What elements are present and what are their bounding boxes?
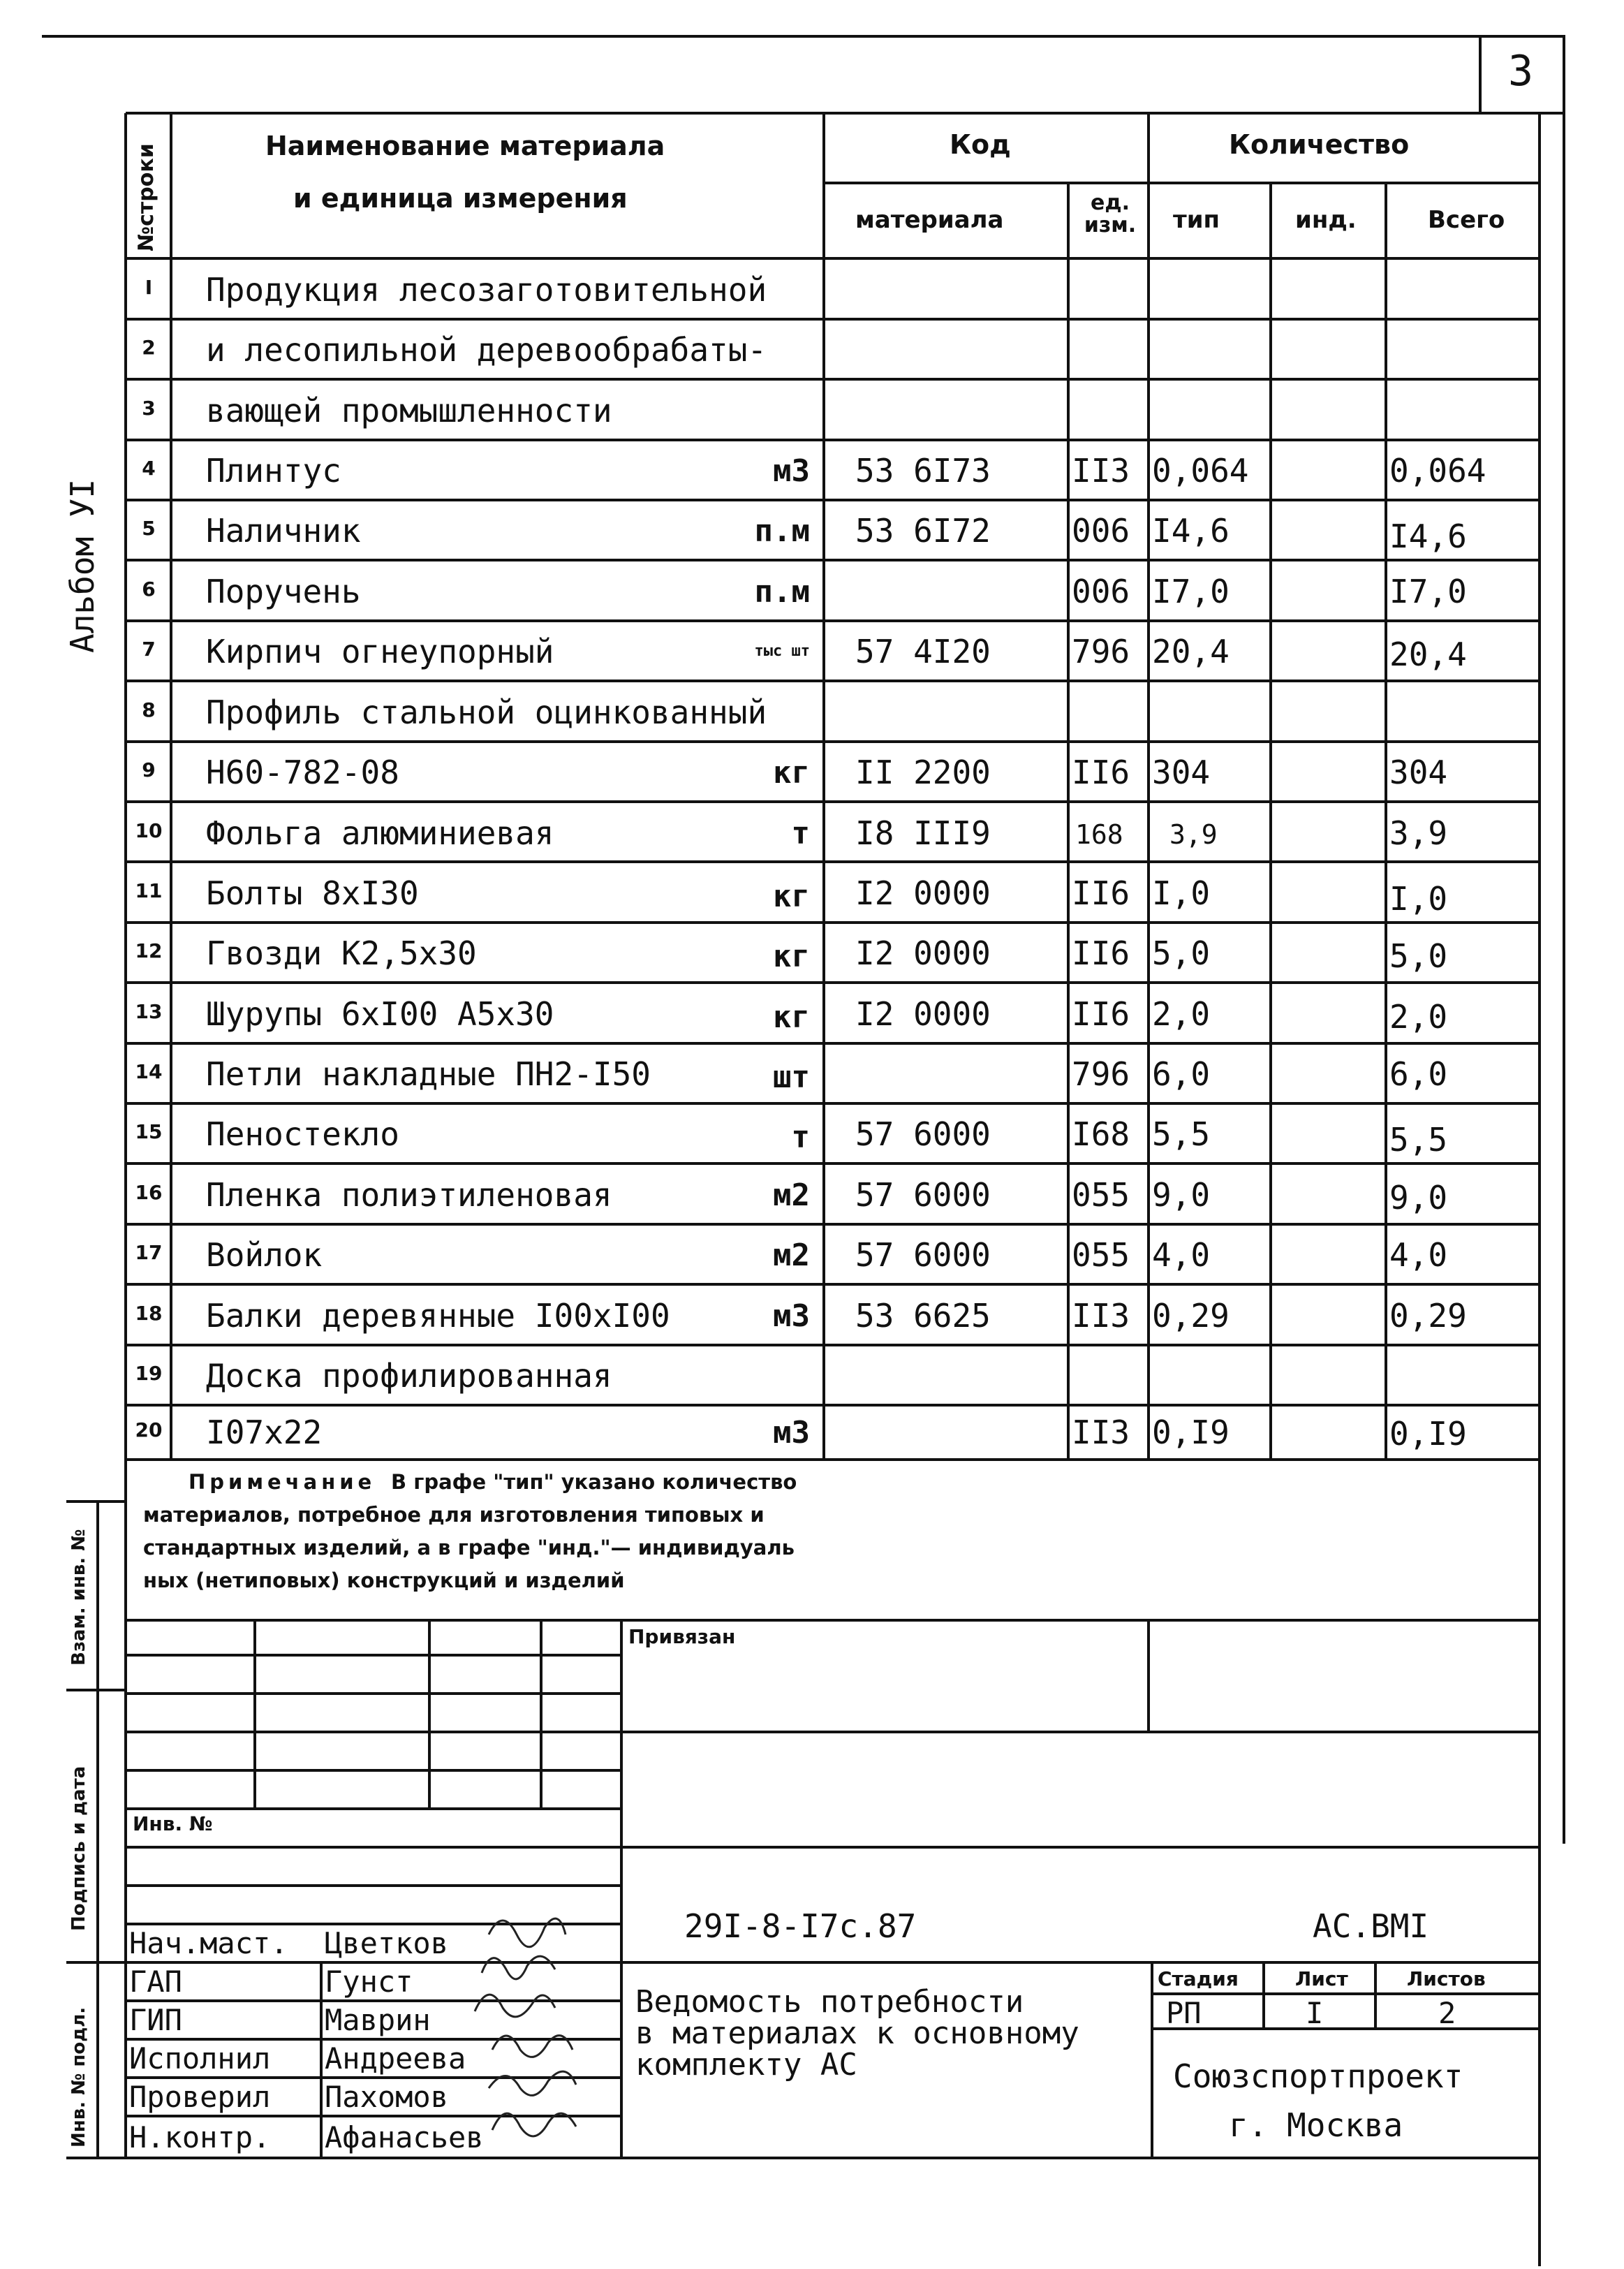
row-name: Гвозди К2,5x30 (206, 934, 477, 972)
row-eu: I68 (1072, 1115, 1130, 1153)
row-number: 7 (142, 638, 156, 661)
row-unit: т (791, 816, 810, 851)
signer-role: ГАП (129, 1965, 182, 1999)
row-total: 0,064 (1389, 452, 1486, 490)
title-line1: Ведомость потребности (635, 1984, 1024, 2020)
row-name: Балки деревянные I00xI00 (206, 1297, 670, 1335)
row-unit: тыс шт (754, 642, 810, 660)
row-unit: т (791, 1119, 810, 1155)
signer-name: Пахомов (325, 2080, 449, 2114)
row-number: 8 (142, 698, 156, 721)
row-code: 53 6I72 (855, 512, 991, 550)
row-number: 12 (135, 939, 163, 962)
signer-name: Андреева (325, 2041, 466, 2076)
row-tip: I7,0 (1152, 573, 1230, 610)
row-name: Наличник (206, 512, 361, 550)
row-name: Болты 8xI30 (206, 874, 419, 912)
organization-city: г. Москва (1229, 2106, 1403, 2144)
row-number: 17 (135, 1241, 163, 1264)
header-qty-total: Всего (1428, 206, 1505, 234)
row-eu: II3 (1072, 1297, 1130, 1335)
row-tip: I,0 (1152, 874, 1211, 912)
row-tip: 4,0 (1152, 1236, 1211, 1274)
inv-no-label: Инв. № (133, 1812, 213, 1835)
row-code: 57 4I20 (855, 633, 991, 670)
header-name-line2: и единица измерения (293, 183, 628, 214)
row-number: 15 (135, 1120, 163, 1143)
row-eu: II6 (1072, 874, 1130, 912)
row-unit: кг (773, 879, 810, 914)
row-name: Плинтус (206, 452, 341, 490)
row-unit: п.м (754, 574, 810, 610)
row-eu: II3 (1072, 1413, 1130, 1451)
row-tip: 2,0 (1152, 995, 1211, 1033)
row-unit: м3 (773, 453, 810, 489)
row-code: 57 6000 (855, 1115, 991, 1153)
row-number: 5 (142, 517, 156, 540)
signer-role: Н.контр. (129, 2120, 271, 2154)
row-code: II 2200 (855, 754, 991, 791)
row-name: Фольга алюминиевая (206, 814, 554, 852)
privyazan-label: Привязан (628, 1625, 736, 1648)
row-name: Н60-782-08 (206, 754, 399, 791)
row-tip: I4,6 (1152, 512, 1230, 550)
row-eu: 796 (1072, 1055, 1130, 1093)
title-line3: комплекту АС (635, 2047, 857, 2083)
row-total: 6,0 (1389, 1055, 1448, 1093)
row-total: I4,6 (1389, 517, 1467, 555)
row-tip: 6,0 (1152, 1055, 1211, 1093)
row-tip: 5,0 (1152, 934, 1211, 972)
row-number: 10 (135, 819, 163, 842)
sheets-label: Листов (1407, 1967, 1486, 1990)
note-line4: ных (нетиповых) конструкций и изделий (143, 1569, 625, 1592)
row-number: 19 (135, 1362, 163, 1385)
row-name: Войлок (206, 1236, 323, 1274)
row-tip: 3,9 (1169, 819, 1218, 850)
row-eu: II6 (1072, 934, 1130, 972)
row-total: 5,0 (1389, 937, 1448, 975)
row-name: I07x22 (206, 1413, 323, 1451)
sign-date-label: Подпись и дата (68, 1765, 89, 1931)
row-unit: м3 (773, 1415, 810, 1451)
album-label: Альбом УI (64, 478, 101, 653)
row-unit: кг (773, 755, 810, 791)
header-code-unit: ед. изм. (1084, 191, 1137, 237)
row-number: 18 (135, 1302, 163, 1325)
row-code: I2 0000 (855, 874, 991, 912)
row-code: 53 6625 (855, 1297, 991, 1335)
signer-role: Нач.маст. (129, 1926, 288, 1960)
sheets-value: 2 (1438, 1996, 1456, 2030)
row-total: 0,I9 (1389, 1415, 1467, 1453)
row-name: Кирпич огнеупорный (206, 633, 554, 670)
row-code: 53 6I73 (855, 452, 991, 490)
row-code: I8 III9 (855, 814, 991, 852)
row-eu: 796 (1072, 633, 1130, 670)
row-name: Пеностекло (206, 1115, 399, 1153)
note-line3: стандартных изделий, а в графе "инд."— индивидуаль (143, 1536, 795, 1559)
note-line2: материалов, потребное для изготовления типовых и (143, 1503, 765, 1527)
signer-name: Цветков (325, 1926, 449, 1960)
row-name: Пленка полиэтиленовая (206, 1176, 612, 1214)
header-code: Код (950, 129, 1011, 160)
row-unit: шт (773, 1059, 810, 1095)
row-number: 6 (142, 578, 156, 601)
row-total: I,0 (1389, 880, 1448, 918)
row-name: Продукция лесозаготовительной (206, 271, 767, 309)
row-tip: 0,064 (1152, 452, 1249, 490)
row-code: I2 0000 (855, 995, 991, 1033)
row-eu: II6 (1072, 995, 1130, 1033)
row-name: Шурупы 6xI00 А5x30 (206, 995, 554, 1033)
row-name: вающей промышленности (206, 392, 612, 429)
row-code: I2 0000 (855, 934, 991, 972)
signer-name: Маврин (325, 2003, 431, 2037)
signer-role: Исполнил (129, 2041, 271, 2076)
row-name: Поручень (206, 573, 361, 610)
row-unit: м3 (773, 1298, 810, 1334)
row-number: 14 (135, 1060, 163, 1083)
row-number: 20 (135, 1418, 163, 1441)
header-quantity: Количество (1229, 129, 1410, 160)
row-tip: 0,I9 (1152, 1413, 1230, 1451)
row-eu: 055 (1072, 1236, 1130, 1274)
row-total: 3,9 (1389, 814, 1448, 852)
row-number: 2 (142, 336, 156, 359)
title-line2: в материалах к основному (635, 2015, 1079, 2051)
row-name: Профиль стальной оцинкованный (206, 693, 767, 731)
row-number: 9 (142, 758, 156, 781)
row-unit: м2 (773, 1238, 810, 1273)
row-eu: II3 (1072, 452, 1130, 490)
row-name: Петли накладные ПН2-I50 (206, 1055, 651, 1093)
row-total: 304 (1389, 754, 1448, 791)
row-number: 4 (142, 457, 156, 480)
row-number: 11 (135, 879, 163, 902)
row-number: I (145, 276, 153, 299)
sheet-value: I (1306, 1996, 1324, 2030)
row-unit: кг (773, 939, 810, 974)
row-total: 0,29 (1389, 1297, 1467, 1335)
row-number: 3 (142, 397, 156, 420)
header-row-no: №строки (134, 143, 158, 251)
header-qty-type: тип (1173, 206, 1220, 234)
row-total: I7,0 (1389, 573, 1467, 610)
page-number: 3 (1508, 47, 1534, 96)
signatures (475, 1918, 576, 2136)
row-name: Доска профилированная (206, 1357, 612, 1395)
row-tip: 9,0 (1152, 1176, 1211, 1214)
stage-value: РП (1166, 1996, 1202, 2030)
document-mark: АС.ВМI (1313, 1907, 1429, 1945)
stage-label: Стадия (1158, 1967, 1239, 1990)
signer-role: ГИП (129, 2003, 182, 2037)
row-tip: 0,29 (1152, 1297, 1230, 1335)
note-lead: Примечание (189, 1470, 376, 1494)
header-code-material: материала (855, 206, 1004, 234)
row-tip: 20,4 (1152, 633, 1230, 670)
row-unit: п.м (754, 513, 810, 549)
row-tip: 304 (1152, 754, 1211, 791)
row-total: 4,0 (1389, 1236, 1448, 1274)
header-name-line1: Наименование материала (265, 131, 665, 161)
row-total: 2,0 (1389, 998, 1448, 1036)
row-unit: м2 (773, 1177, 810, 1213)
replace-inv-label: Взам. инв. № (68, 1529, 89, 1666)
row-code: 57 6000 (855, 1176, 991, 1214)
row-total: 5,5 (1389, 1121, 1448, 1159)
row-eu: 006 (1072, 512, 1130, 550)
row-total: 20,4 (1389, 636, 1467, 673)
row-eu: 055 (1072, 1176, 1130, 1214)
row-name: и лесопильной деревообрабаты- (206, 331, 767, 369)
signer-role: Проверил (129, 2080, 271, 2114)
document-code: 29I-8-I7с.87 (684, 1907, 917, 1945)
row-unit: кг (773, 999, 810, 1035)
row-tip: 5,5 (1152, 1115, 1211, 1153)
row-total: 9,0 (1389, 1179, 1448, 1217)
header-qty-ind: инд. (1295, 206, 1357, 234)
row-number: 13 (135, 1000, 163, 1023)
row-eu: 006 (1072, 573, 1130, 610)
row-number: 16 (135, 1181, 163, 1204)
row-eu: 168 (1075, 819, 1123, 850)
note-line1: В графе "тип" указано количество (391, 1470, 797, 1494)
inv-orig-label: Инв. № подл. (68, 2006, 89, 2147)
row-code: 57 6000 (855, 1236, 991, 1274)
signer-name: Афанасьев (325, 2120, 484, 2154)
row-eu: II6 (1072, 754, 1130, 791)
organization-name: Союзспортпроект (1173, 2057, 1463, 2095)
sheet-label: Лист (1295, 1967, 1348, 1990)
signer-name: Гунст (325, 1965, 413, 1999)
